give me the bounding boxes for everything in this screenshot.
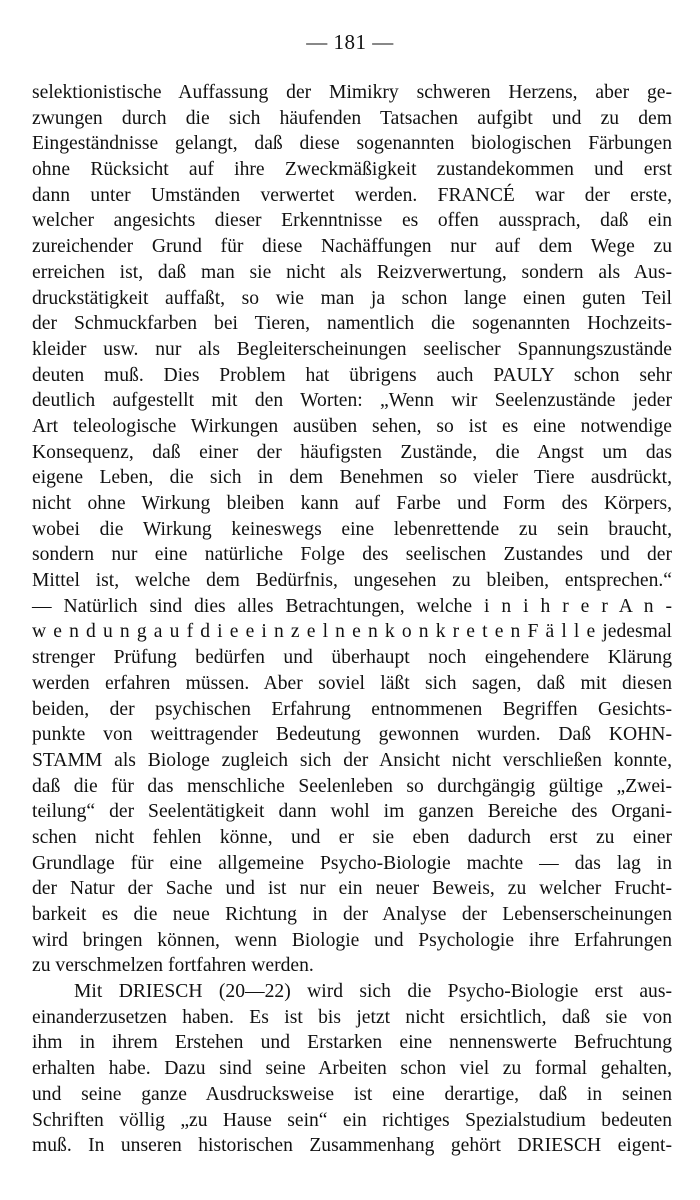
text-line: beiden, der psychischen Erfahrung entnommenen Begriffen Gesichts-: [32, 698, 672, 720]
text-line: einanderzusetzen haben. Es ist bis jetzt nicht ersichtlich, daß sie von: [32, 1006, 672, 1028]
text-line: wobei die Wirkung keineswegs eine lebenrettende zu sein braucht,: [32, 518, 672, 540]
text-line: deuten muß. Dies Problem hat übrigens auch PAULY schon sehr: [32, 364, 672, 386]
body-text: [32, 80, 672, 1159]
text-line: schen nicht fehlen könne, und er sie eben dadurch erst zu einer: [32, 826, 672, 848]
text-line: zu verschmelzen fortfahren werden.: [32, 955, 314, 977]
text-line: Schriften völlig „zu Hause sein“ ein richtiges Spezialstudium bedeuten: [32, 1109, 672, 1131]
text-line: teilung“ der Seelentätigkeit dann wohl im ganzen Bereiche des Organi-: [32, 801, 672, 823]
text-line: selektionistische Auffassung der Mimikry schweren Herzens, aber ge-: [32, 82, 672, 103]
text-line: welcher angesichts dieser Erkenntnisse es offen aussprach, daß ein: [32, 210, 672, 232]
text-line: zureichender Grund für diese Nachäffungen nur auf dem Wege zu: [32, 236, 672, 258]
text-line: Konsequenz, daß einer der häufigsten Zustände, die Angst um das: [32, 441, 672, 463]
text-line: punkte von weittragender Bedeutung gewonnen wurden. Daß KOHN-: [32, 724, 672, 746]
text-line: muß. In unseren historischen Zusammenhang gehört DRIESCH eigent-: [32, 1135, 672, 1157]
text-line: und seine ganze Ausdrucksweise ist eine derartige, daß in seinen: [32, 1083, 672, 1105]
text-line: Grundlage für eine allgemeine Psycho-Biologie machte — das lag in: [32, 852, 672, 874]
text-line: strenger Prüfung bedürfen und überhaupt noch eingehendere Klärung: [32, 647, 672, 669]
text-line: barkeit es die neue Richtung in der Analyse der Lebenserscheinungen: [32, 904, 672, 925]
text-line: deutlich aufgestellt mit den Worten: „Wenn wir Seelenzustände jeder: [32, 390, 672, 412]
text-line: STAMM als Biologe zugleich sich der Ansicht nicht verschließen konnte,: [32, 749, 672, 771]
text-line: werden erfahren müssen. Aber soviel läßt sich sagen, daß mit diesen: [32, 672, 672, 694]
text-line: erhalten habe. Dazu sind seine Arbeiten schon viel zu formal gehalten,: [32, 1058, 672, 1080]
text-line: nicht ohne Wirkung bleiben kann auf Farbe und Form des Körpers,: [32, 493, 672, 514]
page-number: — 181 —: [306, 30, 394, 54]
text-line: Eingeständnisse gelangt, daß diese sogenannten biologischen Färbungen: [32, 133, 672, 155]
text-line: ihm in ihrem Erstehen und Erstarken eine nennenswerte Befruchtung: [32, 1032, 672, 1054]
text-line: Mit DRIESCH (20—22) wird sich die Psycho-Biologie erst aus-: [74, 981, 672, 1003]
text-line: Art teleologische Wirkungen ausüben sehen, so ist es eine notwendige: [32, 415, 672, 437]
text-line: daß die für das menschliche Seelenleben so durchgängig gültige „Zwei-: [32, 775, 672, 797]
text-line: sondern nur eine natürliche Folge des seelischen Zustandes und der: [32, 544, 672, 566]
text-line: Mittel ist, welche dem Bedürfnis, ungesehen zu bleiben, entsprechen.“: [32, 570, 672, 592]
text-line: druckstätigkeit auffaßt, so wie man ja schon lange einen guten Teil: [32, 287, 672, 309]
text-line: ohne Rücksicht auf ihre Zweckmäßigkeit zustandekommen und erst: [32, 159, 672, 181]
text-line: w e n d u n g a u f d i e e i n z e l n e n k o n k r e t e n F ä l l e jedesmal: [32, 621, 672, 643]
text-line: — Natürlich sind dies alles Betrachtungen, welche i n i h r e r A n -: [32, 595, 672, 617]
text-line: eigene Leben, die sich in dem Benehmen so vieler Tiere ausdrückt,: [32, 467, 672, 489]
text-line: der Schmuckfarben bei Tieren, namentlich die sogenannten Hochzeits-: [32, 313, 672, 335]
text-line: kleider usw. nur als Begleiterscheinungen seelischer Spannungszustände: [32, 338, 672, 360]
text-line: dann unter Umständen verwertet werden. FRANCÉ war der erste,: [32, 184, 672, 206]
text-line: der Natur der Sache und ist nur ein neuer Beweis, zu welcher Frucht-: [32, 878, 672, 900]
text-line: zwungen durch die sich häufenden Tatsachen aufgibt und zu dem: [32, 107, 672, 129]
text-line: wird bringen können, wenn Biologie und Psychologie ihre Erfahrungen: [32, 929, 672, 951]
text-line: erreichen ist, daß man sie nicht als Reizverwertung, sondern als Aus-: [32, 261, 672, 283]
